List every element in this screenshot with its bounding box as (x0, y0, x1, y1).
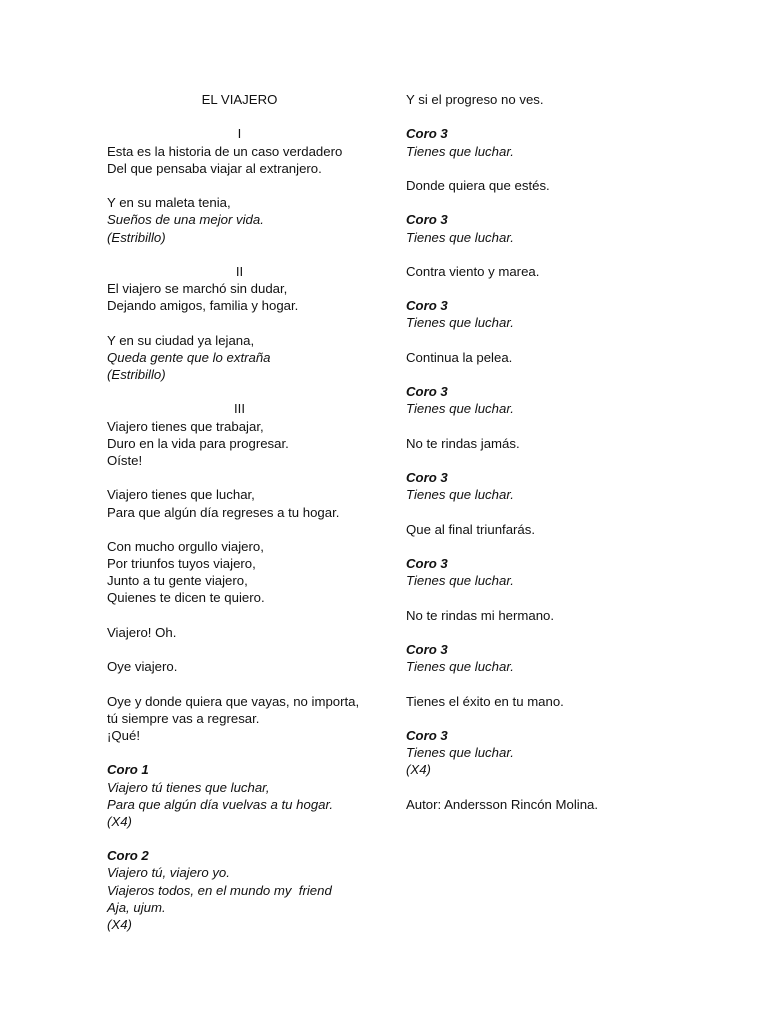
lyric-line: Oye y donde quiera que vayas, no importa, (107, 693, 360, 709)
blank-line (107, 675, 372, 692)
lyric-line: Contra viento y marea. (406, 263, 540, 279)
document-title: EL VIAJERO (201, 92, 278, 107)
lyric-line-italic: Viajero tú, viajero yo. (107, 865, 230, 881)
lyric-line: Para que algún día regreses a tu hogar. (107, 504, 340, 520)
blank-line (107, 607, 372, 624)
lyric-line: Donde quiera que estés. (406, 177, 550, 193)
blank-line (107, 469, 372, 486)
blank-line (406, 538, 726, 555)
blank-line (406, 710, 726, 727)
chorus-label: Coro 3 (406, 727, 448, 743)
lyric-line: No te rindas jamás. (406, 435, 520, 451)
blank-line (406, 675, 726, 692)
blank-line (107, 383, 372, 400)
lyric-line-italic: Tienes que luchar. (406, 143, 514, 159)
lyric-line: Viajero tienes que luchar, (107, 487, 255, 503)
lyric-line-italic: (X4) (406, 762, 431, 778)
lyric-line: Tienes el éxito en tu mano. (406, 693, 564, 709)
lyric-line-italic: (Estribillo) (107, 367, 166, 382)
blank-line (406, 194, 726, 211)
lyric-line-italic: Tienes que luchar. (406, 659, 514, 675)
lyric-line-italic: Tienes que luchar. (406, 487, 514, 503)
chorus-label: Coro 3 (406, 470, 448, 486)
lyric-line: Por triunfos tuyos viajero, (107, 556, 256, 572)
chorus-label: Coro 1 (107, 762, 149, 778)
lyric-line-italic: Viajeros todos, en el mundo my friend (107, 882, 332, 898)
lyric-line-italic: (X4) (107, 813, 132, 829)
lyric-line: Oye viajero. (107, 659, 178, 675)
blank-line (406, 160, 726, 177)
lyric-line: Autor: Andersson Rincón Molina. (406, 796, 599, 812)
blank-line (107, 830, 372, 847)
blank-line (406, 108, 726, 125)
blank-line (107, 641, 372, 658)
lyric-line-italic: Para que algún día vuelvas a tu hogar. (107, 796, 334, 812)
lyrics-left-column (107, 91, 372, 933)
blank-line (406, 246, 726, 263)
blank-line (107, 246, 372, 263)
lyrics-right-column (406, 91, 726, 813)
blank-line (107, 314, 372, 331)
lyric-line-italic: Aja, ujum. (107, 899, 166, 915)
lyric-line-italic: Queda gente que lo extraña (107, 349, 271, 365)
lyric-line: Y si el progreso no ves. (406, 92, 544, 107)
lyric-line: Esta es la historia de un caso verdadero (107, 143, 343, 159)
lyric-line-italic: Tienes que luchar. (406, 745, 514, 761)
lyric-line: tú siempre vas a regresar. (107, 710, 260, 726)
blank-line (107, 521, 372, 538)
chorus-label: Coro 3 (406, 384, 448, 400)
lyric-line: Que al final triunfarás. (406, 521, 536, 537)
lyric-line-italic: Viajero tú tienes que luchar, (107, 779, 270, 795)
lyric-line-italic: (Estribillo) (107, 229, 166, 245)
section-heading: I (237, 126, 242, 142)
lyric-line: El viajero se marchó sin dudar, (107, 281, 288, 297)
lyric-line-italic: Tienes que luchar. (406, 573, 514, 589)
lyric-line-italic: (X4) (107, 917, 132, 932)
blank-line (406, 504, 726, 521)
lyric-line: Junto a tu gente viajero, (107, 573, 248, 589)
lyric-line: Dejando amigos, familia y hogar. (107, 298, 299, 314)
blank-line (406, 280, 726, 297)
section-heading: II (235, 263, 244, 279)
lyric-line: No te rindas mi hermano. (406, 607, 555, 623)
chorus-label: Coro 3 (406, 126, 448, 142)
lyric-line-italic: Sueños de una mejor vida. (107, 212, 264, 228)
lyric-line: Y en su maleta tenia, (107, 195, 231, 211)
lyric-line: Oíste! (107, 452, 143, 468)
blank-line (406, 779, 726, 796)
blank-line (406, 452, 726, 469)
blank-line (406, 418, 726, 435)
lyric-line-italic: Tienes que luchar. (406, 401, 514, 417)
lyric-line: Viajero tienes que trabajar, (107, 418, 264, 434)
lyric-line: Duro en la vida para progresar. (107, 435, 289, 451)
blank-line (107, 744, 372, 761)
blank-line (406, 332, 726, 349)
chorus-label: Coro 3 (406, 298, 448, 314)
lyric-line: Con mucho orgullo viajero, (107, 538, 264, 554)
section-heading: III (234, 401, 245, 417)
blank-line (406, 366, 726, 383)
lyric-line: Del que pensaba viajar al extranjero. (107, 160, 322, 176)
lyric-line: Y en su ciudad ya lejana, (107, 332, 255, 348)
chorus-label: Coro 3 (406, 212, 448, 228)
lyric-line: Viajero! Oh. (107, 624, 177, 640)
lyric-line-italic: Tienes que luchar. (406, 229, 514, 245)
blank-line (406, 624, 726, 641)
chorus-label: Coro 3 (406, 556, 448, 572)
chorus-label: Coro 2 (107, 848, 149, 864)
lyric-line-italic: Tienes que luchar. (406, 315, 514, 331)
lyric-line: Quienes te dicen te quiero. (107, 590, 265, 606)
blank-line (406, 589, 726, 606)
lyric-line: Continua la pelea. (406, 349, 513, 365)
lyric-line: ¡Qué! (107, 727, 140, 743)
blank-line (107, 177, 372, 194)
blank-line (107, 108, 372, 125)
chorus-label: Coro 3 (406, 642, 448, 657)
